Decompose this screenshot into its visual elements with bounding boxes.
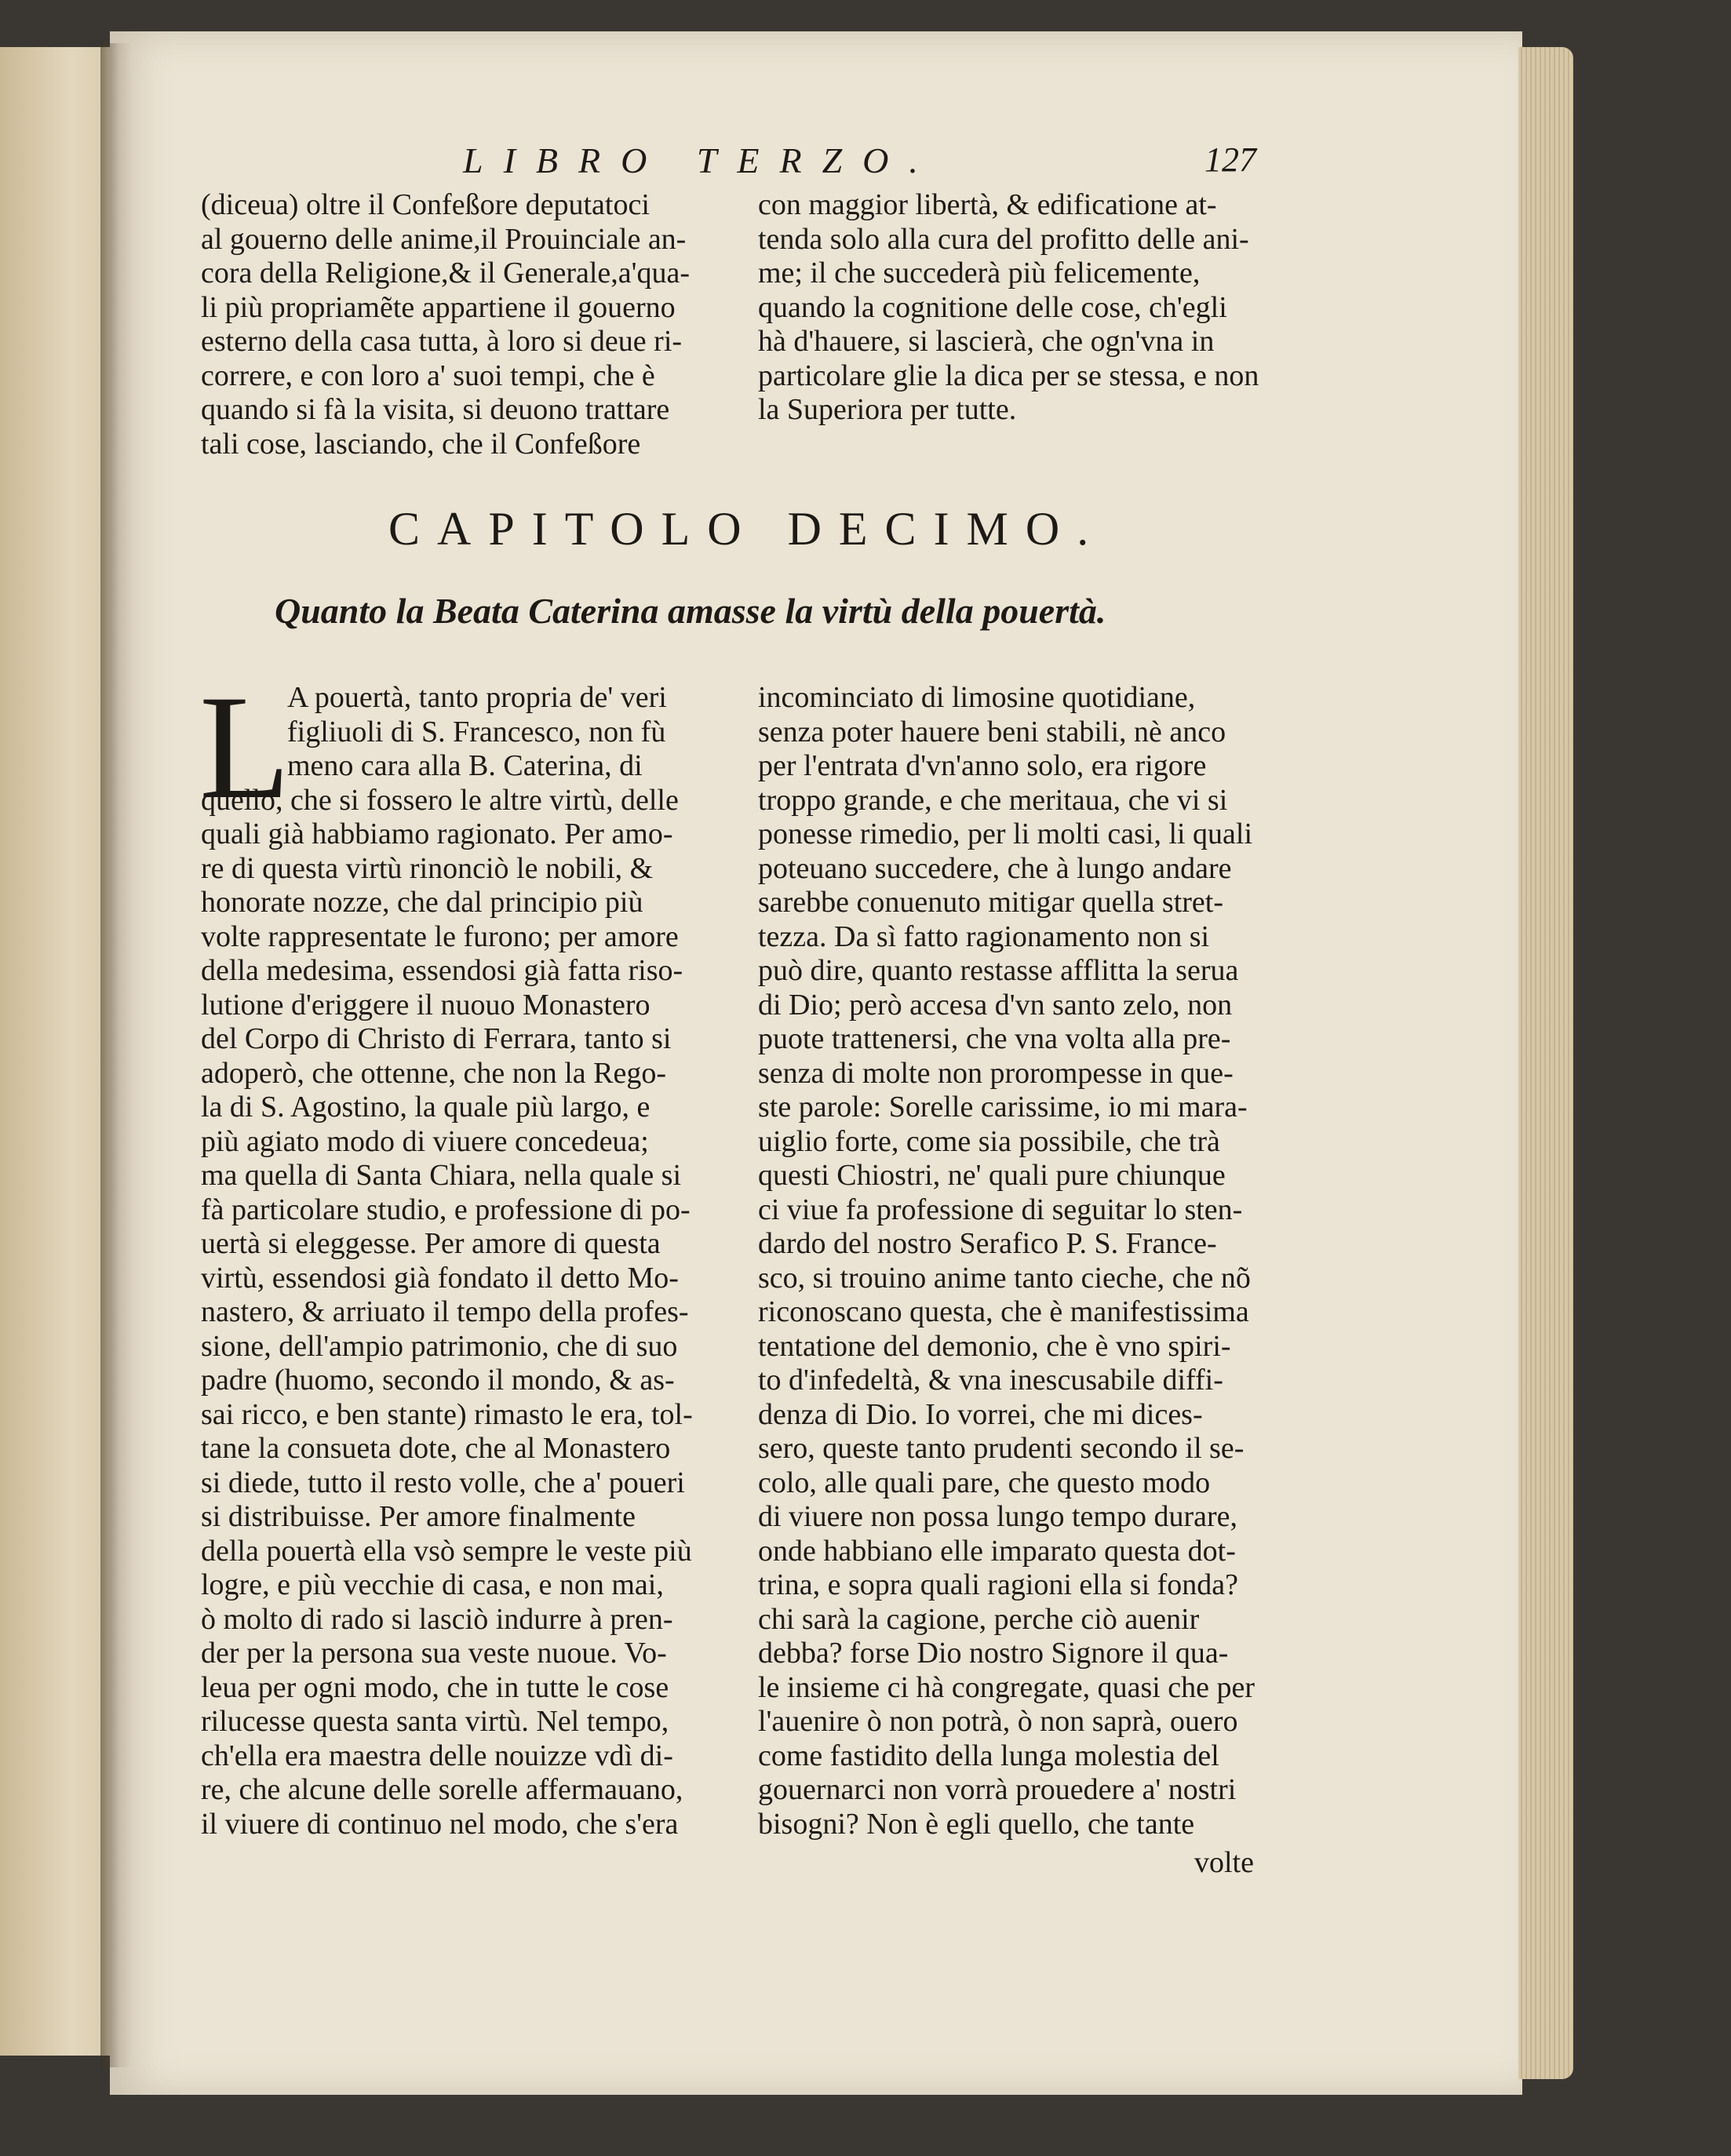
text-line: trina, e sopra quali ragioni ella si fonda? [758, 1568, 1239, 1601]
text-line: gouernarci non vorrà prouedere a' nostri [758, 1773, 1237, 1806]
text-line: tenda solo alla cura del profitto delle ani- [758, 222, 1249, 256]
text-line: onde habbiano elle imparato questa dot- [758, 1534, 1236, 1568]
text-line: colo, alle quali pare, che questo modo [758, 1466, 1211, 1499]
text-line: incominciato di limosine quotidiane, [758, 681, 1196, 714]
text-line: troppo grande, e che meritaua, che vi si [758, 783, 1228, 817]
text-line: leua per ogni modo, che in tutte le cose [201, 1670, 669, 1704]
text-line: ma quella di Santa Chiara, nella quale si [201, 1159, 682, 1192]
text-line: può dire, quanto restasse afflitta la serua [758, 954, 1239, 987]
text-line: sai ricco, e ben stante) rimasto le era, tol- [201, 1397, 693, 1431]
text-line: re di questa virtù rinonciò le nobili, & [201, 851, 654, 885]
text-line: der per la persona sua veste nuoue. Vo- [201, 1637, 667, 1670]
text-line: fà particolare studio, e professione di po- [201, 1193, 691, 1226]
text-line: li più propriamẽte appartiene il gouerno [201, 290, 676, 324]
text-line: hà d'hauere, si lascierà, che ogn'vna in [758, 325, 1215, 358]
text-line: tali cose, lasciando, che il Confeßore [201, 427, 641, 461]
text-line: questi Chiostri, ne' quali pure chiunque [758, 1159, 1226, 1192]
text-line: sero, queste tanto prudenti secondo il se- [758, 1432, 1244, 1465]
text-line: ch'ella era maestra delle nouizze vdì di- [201, 1739, 673, 1772]
catchword: volte [1194, 1846, 1254, 1879]
text-line: di Dio; però accesa d'vn santo zelo, non [758, 988, 1233, 1022]
text-line: cora della Religione,& il Generale,a'qua- [201, 257, 691, 290]
text-line: quello, che si fossero le altre virtù, delle [201, 783, 679, 817]
text-line: uertà si eleggesse. Per amore di questa [201, 1227, 661, 1260]
text-line: lutione d'eriggere il nuouo Monastero [201, 988, 650, 1022]
text-line: nastero, & arriuato il tempo della profes- [201, 1295, 689, 1328]
text-line: della pouertà ella vsò sempre le veste più [201, 1534, 692, 1568]
text-line: ci viue fa professione di seguitar lo sten- [758, 1193, 1243, 1226]
text-line: come fastidito della lunga molestia del [758, 1739, 1219, 1772]
text-line: correre, e con loro a' suoi tempi, che è [201, 359, 655, 392]
text-line: ò molto di rado si lasciò indurre à pren- [201, 1602, 673, 1636]
book-gutter [100, 43, 132, 2067]
text-line: esterno della casa tutta, à loro si deue ri- [201, 325, 683, 358]
text-line: padre (huomo, secondo il mondo, & as- [201, 1364, 675, 1397]
text-line: sarebbe conuenuto mitigar quella stret- [758, 886, 1224, 919]
text-line: figliuoli di S. Francesco, non fù [287, 715, 666, 748]
text-line: tezza. Da sì fatto ragionamento non si [758, 920, 1210, 953]
text-line: tane la consueta dote, che al Monastero [201, 1432, 671, 1465]
text-line: il viuere di continuo nel modo, che s'era [201, 1807, 679, 1841]
text-line: quali già habbiamo ragionato. Per amo- [201, 818, 673, 850]
text-line: adoperò, che ottenne, che non la Rego- [201, 1056, 666, 1090]
running-title: LIBRO TERZO. [463, 140, 938, 180]
text-line: la di S. Agostino, la quale più largo, e [201, 1091, 650, 1124]
text-line: particolare glie la dica per se stessa, e non [758, 359, 1259, 392]
text-line: la Superiora per tutte. [758, 393, 1017, 426]
text-line: quando si fà la visita, si deuono trattare [201, 393, 670, 426]
text-line: le insieme ci hà congregate, quasi che per [758, 1670, 1255, 1704]
text-line: honorate nozze, che dal principio più [201, 886, 643, 919]
text-line: A pouertà, tanto propria de' veri [287, 681, 667, 714]
text-line: ponesse rimedio, per li molti casi, li quali [758, 818, 1253, 850]
text-line: si diede, tutto il resto volle, che a' poueri [201, 1466, 685, 1499]
text-line: del Corpo di Christo di Ferrara, tanto si [201, 1022, 672, 1055]
text-line: (diceua) oltre il Confeßore deputatoci [201, 188, 650, 221]
chapter-heading: CAPITOLO DECIMO. [388, 503, 1106, 555]
text-line: debba? forse Dio nostro Signore il qua- [758, 1637, 1229, 1670]
text-line: dardo del nostro Serafico P. S. France- [758, 1227, 1217, 1260]
text-line: denza di Dio. Io vorrei, che mi dices- [758, 1397, 1203, 1431]
text-line: più agiato modo di viuere concedeua; [201, 1124, 649, 1158]
text-line: virtù, essendosi già fondato il detto Mo- [201, 1261, 679, 1295]
top-right-column [758, 188, 1259, 428]
page-number: 127 [1204, 140, 1256, 179]
text-line: chi sarà la cagione, perche ciò auenir [758, 1602, 1200, 1636]
text-line: me; il che succederà più felicemente, [758, 257, 1201, 290]
text-line: senza di molte non prorompesse in que- [758, 1056, 1234, 1090]
drop-cap: L [199, 665, 291, 830]
text-line: uiglio forte, come sia possibile, che trà [758, 1124, 1220, 1158]
text-line: della medesima, essendosi già fatta riso- [201, 954, 683, 987]
text-line: di viuere non possa lungo tempo durare, [758, 1500, 1238, 1533]
text-line: meno cara alla B. Caterina, di [287, 749, 643, 782]
top-left-column [201, 188, 690, 461]
text-line: senza poter hauere beni stabili, nè anco [758, 715, 1226, 748]
text-line: poteuano succedere, che à lungo andare [758, 851, 1232, 885]
text-line: riconoscano questa, che è manifestissima [758, 1295, 1249, 1328]
chapter-subtitle: Quanto la Beata Caterina amasse la virtù della pouertà. [275, 591, 1106, 631]
text-line: con maggior libertà, & edificatione at- [758, 188, 1217, 221]
text-line: ste parole: Sorelle carissime, io mi mara- [758, 1091, 1248, 1124]
body-right-column [758, 681, 1255, 1841]
text-line: re, che alcune delle sorelle affermauano, [201, 1773, 683, 1806]
text-line: l'auenire ò non potrà, ò non saprà, ouero [758, 1705, 1238, 1738]
text-line: al gouerno delle anime,il Prouinciale an- [201, 222, 687, 256]
text-line: bisogni? Non è egli quello, che tante [758, 1807, 1195, 1841]
text-line: tentatione del demonio, che è vno spiri- [758, 1329, 1231, 1363]
text-line: per l'entrata d'vn'anno solo, era rigore [758, 749, 1207, 782]
text-line: si distribuisse. Per amore finalmente [201, 1500, 636, 1533]
text-line: sco, si trouino anime tanto cieche, che nõ [758, 1261, 1251, 1295]
text-line: volte rappresentate le furono; per amore [201, 920, 679, 953]
text-line: to d'infedeltà, & vna inescusabile diffi- [758, 1364, 1223, 1397]
text-line: puote trattenersi, che vna volta alla pre- [758, 1022, 1231, 1055]
text-line: quando la cognitione delle cose, ch'egli [758, 290, 1227, 324]
text-line: logre, e più vecchie di casa, e non mai, [201, 1568, 664, 1601]
text-line: rilucesse questa santa virtù. Nel tempo, [201, 1705, 669, 1738]
page-block-edges [1518, 47, 1573, 2079]
text-line: sione, dell'ampio patrimonio, che di suo [201, 1329, 678, 1363]
body-left-column [199, 665, 693, 1841]
